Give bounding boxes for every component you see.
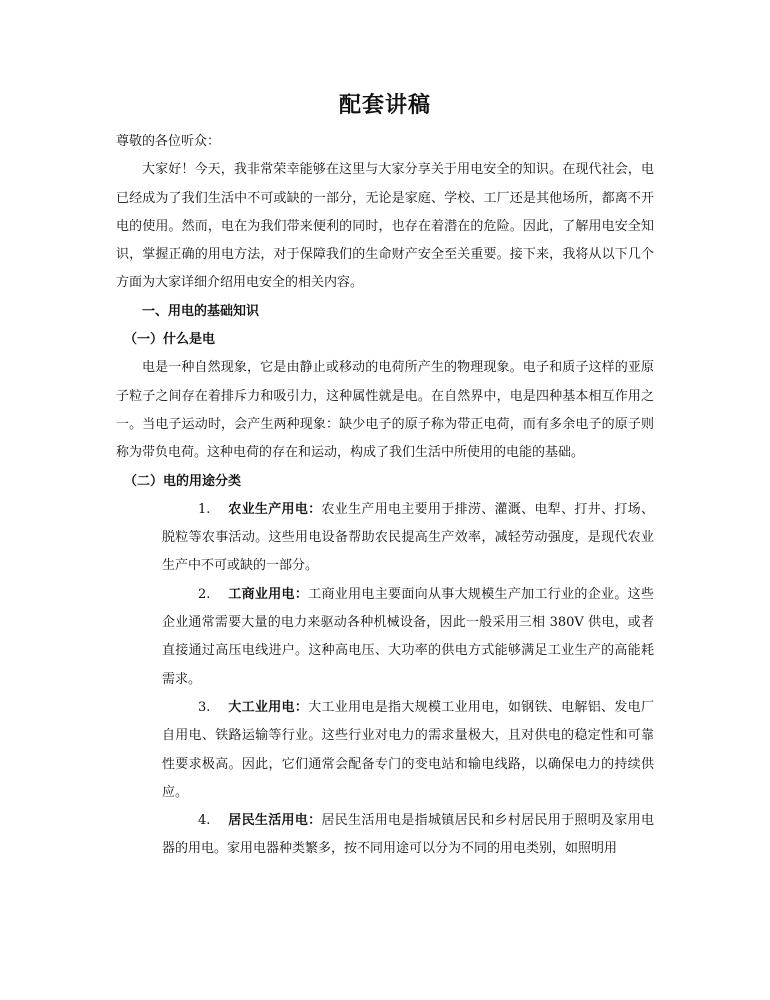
section-heading-basics: 一、用电的基础知识 [142, 303, 260, 319]
list-text: 农业生产用电主要用于排涝、灌溉、电犁、打井、打场、脱粒等农事活动。这些用电设备帮助农民提高生产效率，减轻劳动强度，是现代农业生产中不可或缺的一部分。 [162, 501, 654, 574]
list-item-residential [162, 807, 654, 864]
list-number: 1. [198, 501, 211, 517]
list-text: 大工业用电是指大规模工业用电，如钢铁、电解铝、发电厂自用电、铁路运输等行业。这些行业对电力的需求量极大，且对供电的稳定性和可靠性要求极高。因此，它们通常会配备专门的变电站和输电线路，以确保电力的持续供应。 [162, 699, 654, 800]
subsection-heading-usage-categories: （二）电的用途分类 [124, 473, 242, 489]
list-item-agriculture [162, 496, 654, 581]
document-title: 配套讲稿 [338, 92, 431, 118]
list-number: 4. [198, 813, 211, 829]
list-item-large-industry [162, 694, 654, 807]
intro-paragraph: 大家好！今天，我非常荣幸能够在这里与大家分享关于用电安全的知识。在现代社会，电已经成为了我们生活中不可或缺的一部分，无论是家庭、学校、工厂还是其他场所，都离不开电的使用。然而，电在为我们带来便利的同时，也存在着潜在的危险。因此，了解用电安全知识，掌握正确的用电方法，对于保障我们的生命财产安全至关重要。接下来，我将从以下几个方面为大家详细介绍用电安全的相关内容。 [116, 162, 654, 291]
what-is-electricity-paragraph: 电是一种自然现象，它是由静止或移动的电荷所产生的物理现象。电子和质子这样的亚原子粒子之间存在着排斥力和吸引力，这种属性就是电。在自然界中，电是四种基本相互作用之一。当电子运动时，会产生两种现象：缺少电子的原子称为带正电荷，而有多余电子的原子则称为带负电荷。这种电荷的存在和运动，构成了我们生活中所使用的电能的基础。 [116, 360, 654, 461]
list-number: 3. [198, 699, 211, 715]
list-number: 2. [198, 586, 211, 602]
list-term: 居民生活用电： [228, 813, 322, 829]
list-term: 农业生产用电： [228, 501, 322, 517]
list-item-commercial [162, 581, 654, 694]
list-text: 居民生活用电是指城镇居民和乡村居民用于照明及家用电器的用电。家用电器种类繁多，按不同用途可以分为不同的用电类别，如照明用 [162, 813, 654, 857]
list-term: 大工业用电： [228, 699, 309, 715]
subsection-heading-what-is-electricity: （一）什么是电 [124, 332, 216, 348]
document-page [116, 88, 654, 864]
greeting: 尊敬的各位听众： [116, 134, 221, 149]
list-text: 工商业用电主要面向从事大规模生产加工行业的企业。这些企业通常需要大量的电力来驱动各种机械设备，因此一般采用三相 380V 供电，或者直接通过高压电线进户。这种高电压、大功率的供电方式能够满足工业生产的高能耗需求。 [162, 586, 654, 687]
list-term: 工商业用电： [228, 586, 309, 602]
